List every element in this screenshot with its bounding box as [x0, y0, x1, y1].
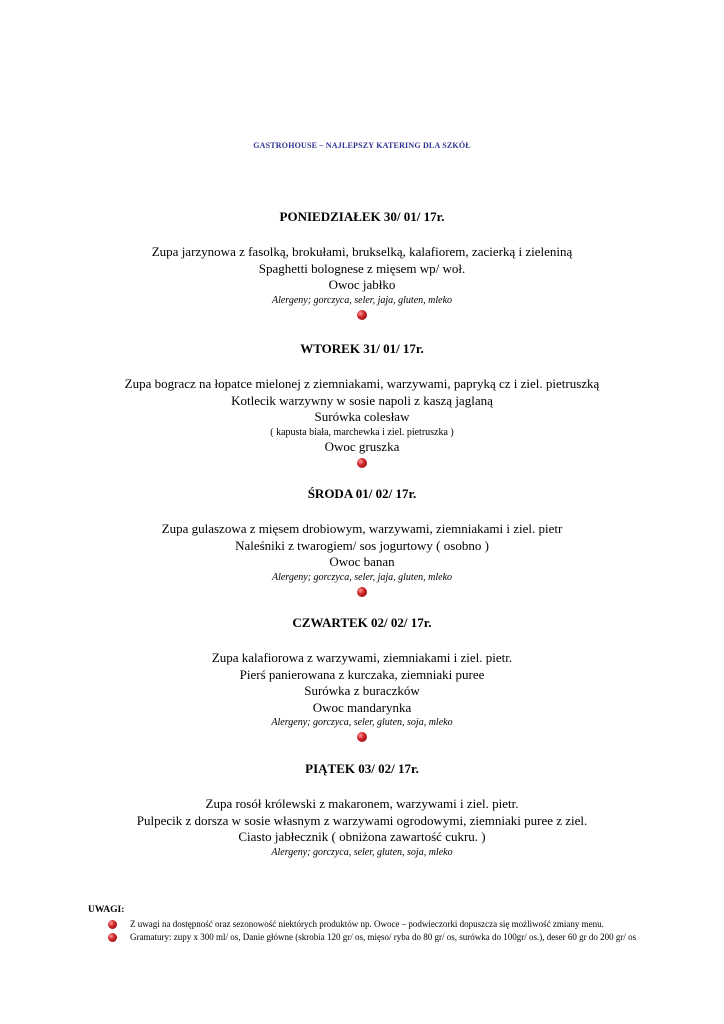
day-title: WTOREK 31/ 01/ 17r.	[300, 341, 424, 356]
day-title: CZWARTEK 02/ 02/ 17r.	[292, 615, 432, 630]
day-section-thursday	[0, 615, 724, 742]
dish-main: Pulpecik z dorsza w sosie własnym z warzywami ogrodowymi, ziemniaki puree z ziel.	[136, 812, 588, 828]
day-section-wednesday	[0, 486, 724, 597]
allergens-text: Alergeny; gorczyca, seler, jaja, gluten, mleko	[271, 571, 453, 583]
dish-soup: Zupa kalafiorowa z warzywami, ziemniakami i ziel. pietr.	[211, 650, 513, 665]
red-bullet-icon	[357, 458, 367, 468]
day-title: ŚRODA 01/ 02/ 17r.	[307, 486, 417, 501]
note-text: Gramatury: zupy x 300 ml/ os, Danie główne (skrobia 120 gr/ os, mięso/ ryba do 80 gr/ os, surówka do 100gr/ os.), deser 60 gr do 200 gr/ os	[130, 932, 637, 942]
red-bullet-icon	[357, 587, 367, 597]
salad-ingredients-note: ( kapusta biała, marchewka i ziel. pietruszka )	[270, 426, 454, 438]
day-section-tuesday	[0, 341, 724, 468]
dish-soup: Zupa rosół królewski z makaronem, warzywami i ziel. pietr.	[205, 796, 519, 811]
notes-section	[88, 905, 648, 946]
day-section-monday	[0, 209, 724, 320]
dish-main: Naleśniki z twarogiem/ sos jogurtowy ( osobno )	[235, 537, 489, 553]
dish-soup: Zupa gulaszowa z mięsem drobiowym, warzywami, ziemniakami i ziel. pietr	[161, 521, 563, 536]
note-item	[88, 919, 648, 931]
allergens-text: Alergeny; gorczyca, seler, gluten, soja, mleko	[271, 846, 453, 858]
dish-main: Kotlecik warzywny w sosie napoli z kaszą jaglaną	[231, 392, 493, 408]
dish-fruit: Owoc gruszka	[324, 438, 400, 454]
allergens-text: Alergeny; gorczyca, seler, jaja, gluten, mleko	[271, 294, 453, 306]
red-bullet-icon	[357, 732, 367, 742]
red-bullet-icon	[108, 933, 117, 942]
dish-dessert: Ciasto jabłecznik ( obniżona zawartość cukru. )	[238, 829, 486, 844]
notes-title: UWAGI:	[88, 905, 125, 915]
dish-main: Pierś panierowana z kurczaka, ziemniaki puree	[239, 666, 485, 682]
note-text: Z uwagi na dostępność oraz sezonowość niektórych produktów np. Owoce – podwieczorki dopuszcza się możliwość zmiany menu.	[130, 918, 604, 929]
allergens-text: Alergeny; gorczyca, seler, gluten, soja, mleko	[271, 717, 453, 728]
dish-fruit: Owoc jabłko	[328, 277, 396, 292]
day-title: PIĄTEK 03/ 02/ 17r.	[305, 761, 419, 776]
day-section-friday	[0, 761, 724, 859]
dish-fruit: Owoc mandarynka	[312, 699, 412, 715]
day-title: PONIEDZIAŁEK 30/ 01/ 17r.	[279, 209, 445, 224]
dish-fruit: Owoc banan	[329, 554, 395, 569]
red-bullet-icon	[357, 310, 367, 320]
dish-salad: Surówka z buraczków	[304, 683, 420, 698]
page-header: GASTROHOUSE – NAJLEPSZY KATERING DLA SZKÓŁ	[253, 141, 471, 150]
note-item	[88, 932, 648, 944]
dish-main: Spaghetti bolognese z mięsem wp/ woł.	[258, 260, 466, 276]
red-bullet-icon	[108, 920, 117, 929]
dish-soup: Zupa jarzynowa z fasolką, brokułami, brukselką, kalafiorem, zacierką i zieleniną	[151, 244, 573, 259]
dish-salad: Surówka colesław	[314, 409, 410, 424]
dish-soup: Zupa bogracz na łopatce mielonej z ziemniakami, warzywami, papryką cz i ziel. pietruszką	[124, 376, 600, 391]
